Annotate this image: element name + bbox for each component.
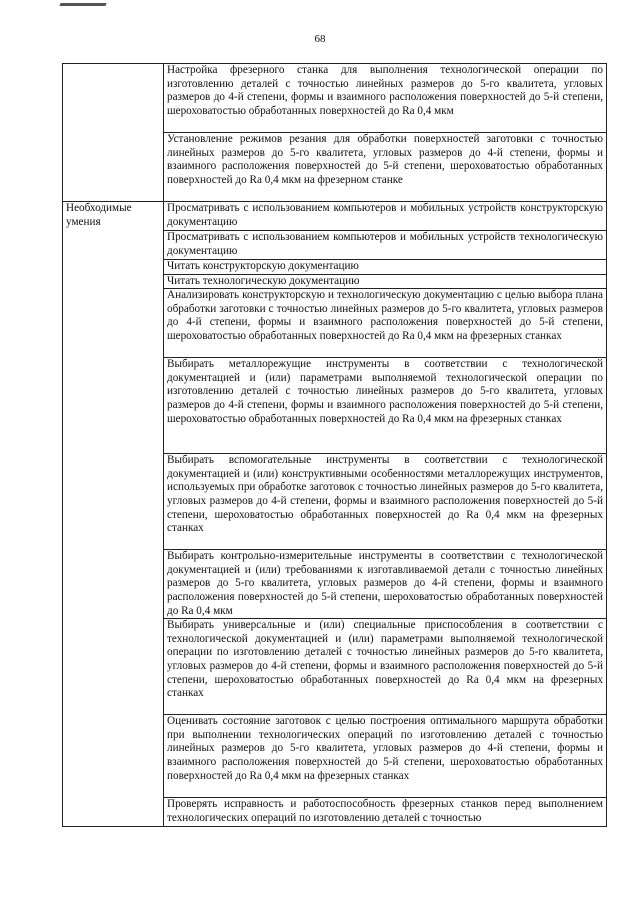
section-label: Необходимые умения — [63, 202, 164, 827]
table-cell: Читать конструкторскую документацию — [164, 260, 607, 275]
table-cell: Выбирать вспомогательные инструменты в соответствии с технологической документацией и (или) конструктивными особенностями металлорежущих инструментов, используемых при обработке заготовок с точностью линейных размеров до 5-го квалитета, угловых размеров до 4-й степени, формы и взаимного расположения поверхностей до 5-й степени, шероховатостью обработанных поверхностей до Ra 0,4 мкм на фрезерных станках — [164, 454, 607, 550]
table-cell: Проверять исправность и работоспособность фрезерных станков перед выполнением технологических операций по изготовлению деталей с точностью — [164, 798, 607, 827]
empty-label-cell — [63, 64, 164, 202]
table-row — [63, 202, 607, 231]
table-cell: Анализировать конструкторскую и технологическую документацию с целью выбора плана обработки заготовки с точностью линейных размеров до 5-го квалитета, угловых размеров до 4-й степени, формы и взаимного расположения поверхностей до 5-й степени, шероховатостью обработанных поверхностей до Ra 0,4 мкм на фрезерных станках — [164, 289, 607, 358]
table-cell: Настройка фрезерного станка для выполнения технологической операции по изготовлению деталей с точностью линейных размеров до 5-го квалитета, угловых размеров до 4-й степени, формы и взаимного расположения поверхностей до 5-й степени, шероховатостью обработанных поверхностей до Ra 0,4 мкм — [164, 64, 607, 133]
scan-artifact — [59, 3, 106, 6]
table-cell: Выбирать металлорежущие инструменты в соответствии с технологической документацией и (или) параметрами выполняемой технологической операции по изготовлению деталей с точностью линейных размеров до 5-го квалитета, угловых размеров до 4-й степени, формы и взаимного расположения поверхностей до 5-й степени, шероховатостью обработанных поверхностей до Ra 0,4 мкм на фрезерных станках — [164, 358, 607, 454]
table-cell: Просматривать с использованием компьютеров и мобильных устройств конструкторскую документацию — [164, 202, 607, 231]
table-row — [63, 64, 607, 133]
requirements-table — [62, 63, 607, 827]
table-cell: Читать технологическую документацию — [164, 274, 607, 289]
page-number: 68 — [314, 33, 326, 45]
table-cell: Просматривать с использованием компьютеров и мобильных устройств технологическую документацию — [164, 231, 607, 260]
table-cell: Оценивать состояние заготовок с целью построения оптимального маршрута обработки при выполнении технологических операций по изготовлению деталей с точностью линейных размеров до 5-го квалитета, угловых размеров до 4-й степени, формы и взаимного расположения поверхностей до 5-й степени, шероховатостью обработанных поверхностей до Ra 0,4 мкм на фрезерных станках — [164, 715, 607, 798]
table-cell: Выбирать универсальные и (или) специальные приспособления в соответствии с технологической документацией и (или) параметрами выполняемой технологической операции по изготовлению деталей с точностью линейных размеров до 5-го квалитета, угловых размеров до 4-й степени, формы и взаимного расположения поверхностей до 5-й степени, шероховатостью обработанных поверхностей до Ra 0,4 мкм на фрезерных станках — [164, 619, 607, 715]
table-cell: Установление режимов резания для обработки поверхностей заготовки с точностью линейных размеров до 5-го квалитета, угловых размеров до 4-й степени, формы и взаимного расположения поверхностей до 5-й степени, шероховатостью обработанных поверхностей до Ra 0,4 мкм на фрезерном станке — [164, 133, 607, 202]
table-cell: Выбирать контрольно-измерительные инструменты в соответствии с технологической документацией и (или) требованиями к изготавливаемой детали с точностью линейных размеров до 5-го квалитета, угловых размеров до 4-й степени, формы и взаимного расположения поверхностей до 5-й степени, шероховатостью обработанных поверхностей до Ra 0,4 мкм — [164, 550, 607, 619]
